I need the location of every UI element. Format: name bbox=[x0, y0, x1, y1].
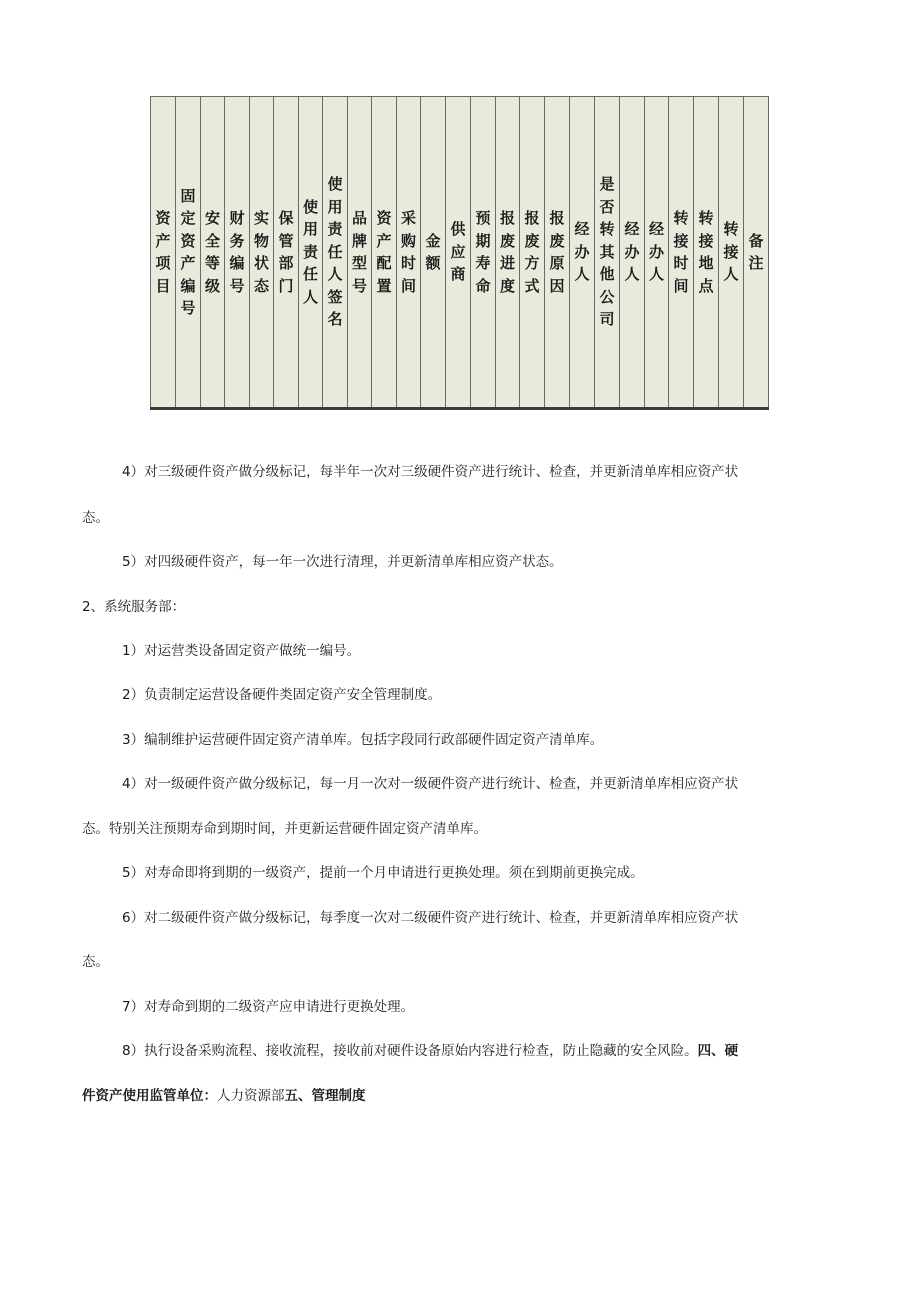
table-header-cell bbox=[397, 97, 421, 409]
column-header-scrap-progress: 报废进度 bbox=[500, 209, 516, 295]
column-header-handler-1: 经办人 bbox=[574, 220, 590, 284]
paragraph-s2-item-4-line-1: 4）对一级硬件资产做分级标记，每一月一次对一级硬件资产进行统计、检查，并更新清单库相应资产状 bbox=[122, 776, 739, 792]
table-header-cell bbox=[201, 97, 225, 409]
table-header-cell bbox=[545, 97, 570, 409]
table-header-cell bbox=[645, 97, 669, 409]
paragraph-s2-item-8-line-1 bbox=[122, 1041, 738, 1061]
table-header-cell bbox=[620, 97, 645, 409]
table-header-cell bbox=[372, 97, 397, 409]
paragraph-s2-item-6-line-2: 态。 bbox=[82, 954, 109, 970]
supervising-unit-value: 人力资源部 bbox=[217, 1088, 285, 1104]
table-header-cell bbox=[669, 97, 694, 409]
paragraph-s2-item-6-line-1: 6）对二级硬件资产做分级标记，每季度一次对二级硬件资产进行统计、检查，并更新清单库相应资产状 bbox=[122, 910, 739, 926]
column-header-custody-dept: 保管部门 bbox=[278, 209, 294, 295]
section-heading-4-part-2: 件资产使用监管单位： bbox=[82, 1088, 217, 1104]
table-header-cell bbox=[744, 97, 769, 409]
column-header-transfer-location: 转接地点 bbox=[698, 209, 714, 295]
column-header-transfer-person: 转接人 bbox=[723, 220, 739, 284]
column-header-remarks: 备注 bbox=[748, 231, 764, 272]
table-header-row bbox=[151, 97, 769, 409]
paragraph-s2-item-2: 2）负责制定运营设备硬件类固定资产安全管理制度。 bbox=[122, 687, 442, 703]
column-header-transfer-time: 转接时间 bbox=[673, 209, 689, 295]
paragraph-s2-item-7: 7）对寿命到期的二级资产应申请进行更换处理。 bbox=[122, 999, 415, 1015]
column-header-finance-id: 财务编号 bbox=[229, 209, 245, 295]
table-header-cell bbox=[151, 97, 176, 409]
paragraph-heading-4-5-line bbox=[82, 1086, 366, 1106]
paragraph-s2-item-1: 1）对运营类设备固定资产做统一编号。 bbox=[122, 643, 361, 659]
paragraph-item-4-line-2: 态。 bbox=[82, 510, 109, 526]
table-header-cell bbox=[250, 97, 274, 409]
column-header-handler-3: 经办人 bbox=[649, 220, 665, 284]
column-header-security-level: 安全等级 bbox=[205, 209, 221, 295]
table-header-cell bbox=[348, 97, 372, 409]
column-header-brand-model: 品牌型号 bbox=[352, 209, 368, 295]
table-header-cell bbox=[299, 97, 323, 409]
table-header-cell bbox=[570, 97, 595, 409]
table-header-cell bbox=[176, 97, 201, 409]
table-header-cell bbox=[595, 97, 620, 409]
section-heading-system-service-dept: 2、系统服务部： bbox=[82, 599, 186, 615]
column-header-physical-status: 实物状态 bbox=[254, 209, 270, 295]
table-header-cell bbox=[471, 97, 496, 409]
table-header-cell bbox=[520, 97, 545, 409]
paragraph-item-5: 5）对四级硬件资产，每一年一次进行清理，并更新清单库相应资产状态。 bbox=[122, 554, 563, 570]
paragraph-s2-item-3: 3）编制维护运营硬件固定资产清单库。包括字段同行政部硬件固定资产清单库。 bbox=[122, 732, 604, 748]
table-header-cell bbox=[421, 97, 446, 409]
table-header-cell bbox=[694, 97, 719, 409]
column-header-supplier: 供应商 bbox=[450, 220, 466, 284]
column-header-asset-item: 资产项目 bbox=[155, 209, 171, 295]
column-header-scrap-reason: 报废原因 bbox=[549, 209, 565, 295]
section-heading-4-part-1: 四、硬 bbox=[697, 1043, 739, 1059]
table-header-cell bbox=[719, 97, 744, 409]
column-header-handler-2: 经办人 bbox=[624, 220, 640, 284]
column-header-fixed-asset-id: 固定资产编号 bbox=[180, 186, 196, 317]
paragraph-s2-item-5: 5）对寿命即将到期的一级资产，提前一个月申请进行更换处理。须在到期前更换完成。 bbox=[122, 865, 644, 881]
column-header-asset-config: 资产配置 bbox=[376, 209, 392, 295]
table-header-cell bbox=[274, 97, 299, 409]
column-header-purchase-time: 采购时间 bbox=[401, 209, 417, 295]
table-header-cell bbox=[496, 97, 520, 409]
table-header-cell bbox=[446, 97, 471, 409]
asset-inventory-header-table bbox=[150, 96, 769, 410]
column-header-amount: 金额 bbox=[425, 231, 441, 272]
column-header-expected-lifespan: 预期寿命 bbox=[475, 209, 491, 295]
column-header-transfer-other-company: 是否转其他公司 bbox=[599, 175, 615, 329]
table-header-cell bbox=[323, 97, 348, 409]
paragraph-s2-item-8-text: 8）执行设备采购流程、接收流程，接收前对硬件设备原始内容进行检查，防止隐藏的安全风险。 bbox=[122, 1043, 698, 1059]
section-heading-5: 五、管理制度 bbox=[284, 1088, 366, 1104]
paragraph-item-4-line-1: 4）对三级硬件资产做分级标记，每半年一次对三级硬件资产进行统计、检查，并更新清单库相应资产状 bbox=[122, 464, 739, 480]
column-header-scrap-method: 报废方式 bbox=[524, 209, 540, 295]
column-header-responsible-person: 使用责任人 bbox=[303, 197, 319, 306]
column-header-responsible-signature: 使用责任人签名 bbox=[327, 175, 343, 329]
paragraph-s2-item-4-line-2: 态。特别关注预期寿命到期时间，并更新运营硬件固定资产清单库。 bbox=[82, 821, 487, 837]
table-header-cell bbox=[225, 97, 250, 409]
